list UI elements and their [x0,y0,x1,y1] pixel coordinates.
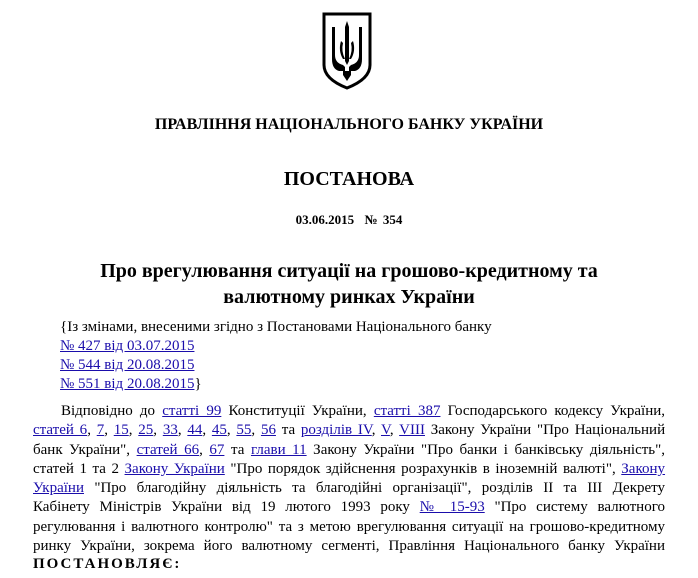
link-article-7[interactable]: 7 [96,422,105,439]
link-article-67[interactable]: 67 [209,441,225,458]
link-article-15[interactable]: 15 [113,422,129,439]
document-title-line: валютному ринках України [223,286,475,308]
resolves-heading: ПОСТАНОВЛЯЄ: [33,556,182,572]
amendment-link[interactable]: № 427 від 03.07.2015 [60,338,195,354]
link-decree-15-93[interactable]: № 15-93 [419,499,485,516]
preamble-paragraph [33,402,665,556]
amendments-note [60,318,660,394]
link-article-55[interactable]: 55 [236,422,252,439]
link-article-25[interactable]: 25 [138,422,154,439]
amendment-link[interactable]: № 551 від 20.08.2015 [60,376,195,392]
link-law-payments[interactable]: Закону України [124,460,225,477]
preamble-line: Кабінету Міністрів України від 19 лютого 1993 року № 15-93 "Про систему валютного [33,499,665,516]
link-law-charity[interactable]: Закону [621,460,666,477]
document-title-line: Про врегулювання ситуації на грошово-кредитному та [100,260,598,282]
link-article-387[interactable]: статті 387 [373,403,441,419]
link-section-viii[interactable]: VIII [399,422,425,439]
amendments-close: } [194,376,202,392]
amendment-link[interactable]: № 544 від 20.08.2015 [60,357,195,373]
preamble-line: статей 6, 7, 15, 25, 33, 44, 45, 55, 56 та розділів IV, V, VIII Закону України "Про Національний [33,422,666,439]
preamble-line: регулювання і валютного контролю" та з метою врегулювання ситуації на грошово-кредитному [33,518,665,535]
link-chapter-11[interactable]: глави 11 [250,441,307,458]
document-type: ПОСТАНОВА [283,168,415,190]
link-article-99[interactable]: статті 99 [162,403,222,419]
document-date-number: 03.06.2015 № 354 [295,212,403,227]
preamble-line: України "Про благодійну діяльність та благодійні організації", розділів II та III Декрету [33,480,665,497]
link-article-44[interactable]: 44 [187,422,203,439]
link-law-charity[interactable]: України [33,480,84,497]
ukraine-trident-emblem-icon [321,11,373,91]
issuing-authority: ПРАВЛІННЯ НАЦІОНАЛЬНОГО БАНКУ УКРАЇНИ [154,116,544,133]
preamble-line: статей 1 та 2 Закону України "Про порядок здійснення розрахунків в іноземній валюті", Закону [33,460,666,477]
link-article-45[interactable]: 45 [211,422,227,439]
amendments-intro: {Із змінами, внесеними згідно з Постановами Національного банку [60,319,492,335]
preamble-line: банк України", статей 66, 67 та глави 11 Закону України "Про банки і банківську діяльність", [33,441,666,458]
link-section-v[interactable]: V [380,422,390,439]
link-article-56[interactable]: 56 [260,422,276,439]
link-articles-66[interactable]: статей 66 [136,441,200,458]
link-articles-6[interactable]: статей 6 [33,422,88,439]
link-sections-iv[interactable]: розділів IV [300,422,372,439]
preamble-line: ринку України, зокрема його валютному сегменті, Правління Національного банку України [33,538,665,555]
link-article-33[interactable]: 33 [162,422,178,439]
preamble-line: Відповідно до статті 99 Конституції України, статті 387 Господарського кодексу України, [61,403,666,419]
document-title [0,258,698,310]
